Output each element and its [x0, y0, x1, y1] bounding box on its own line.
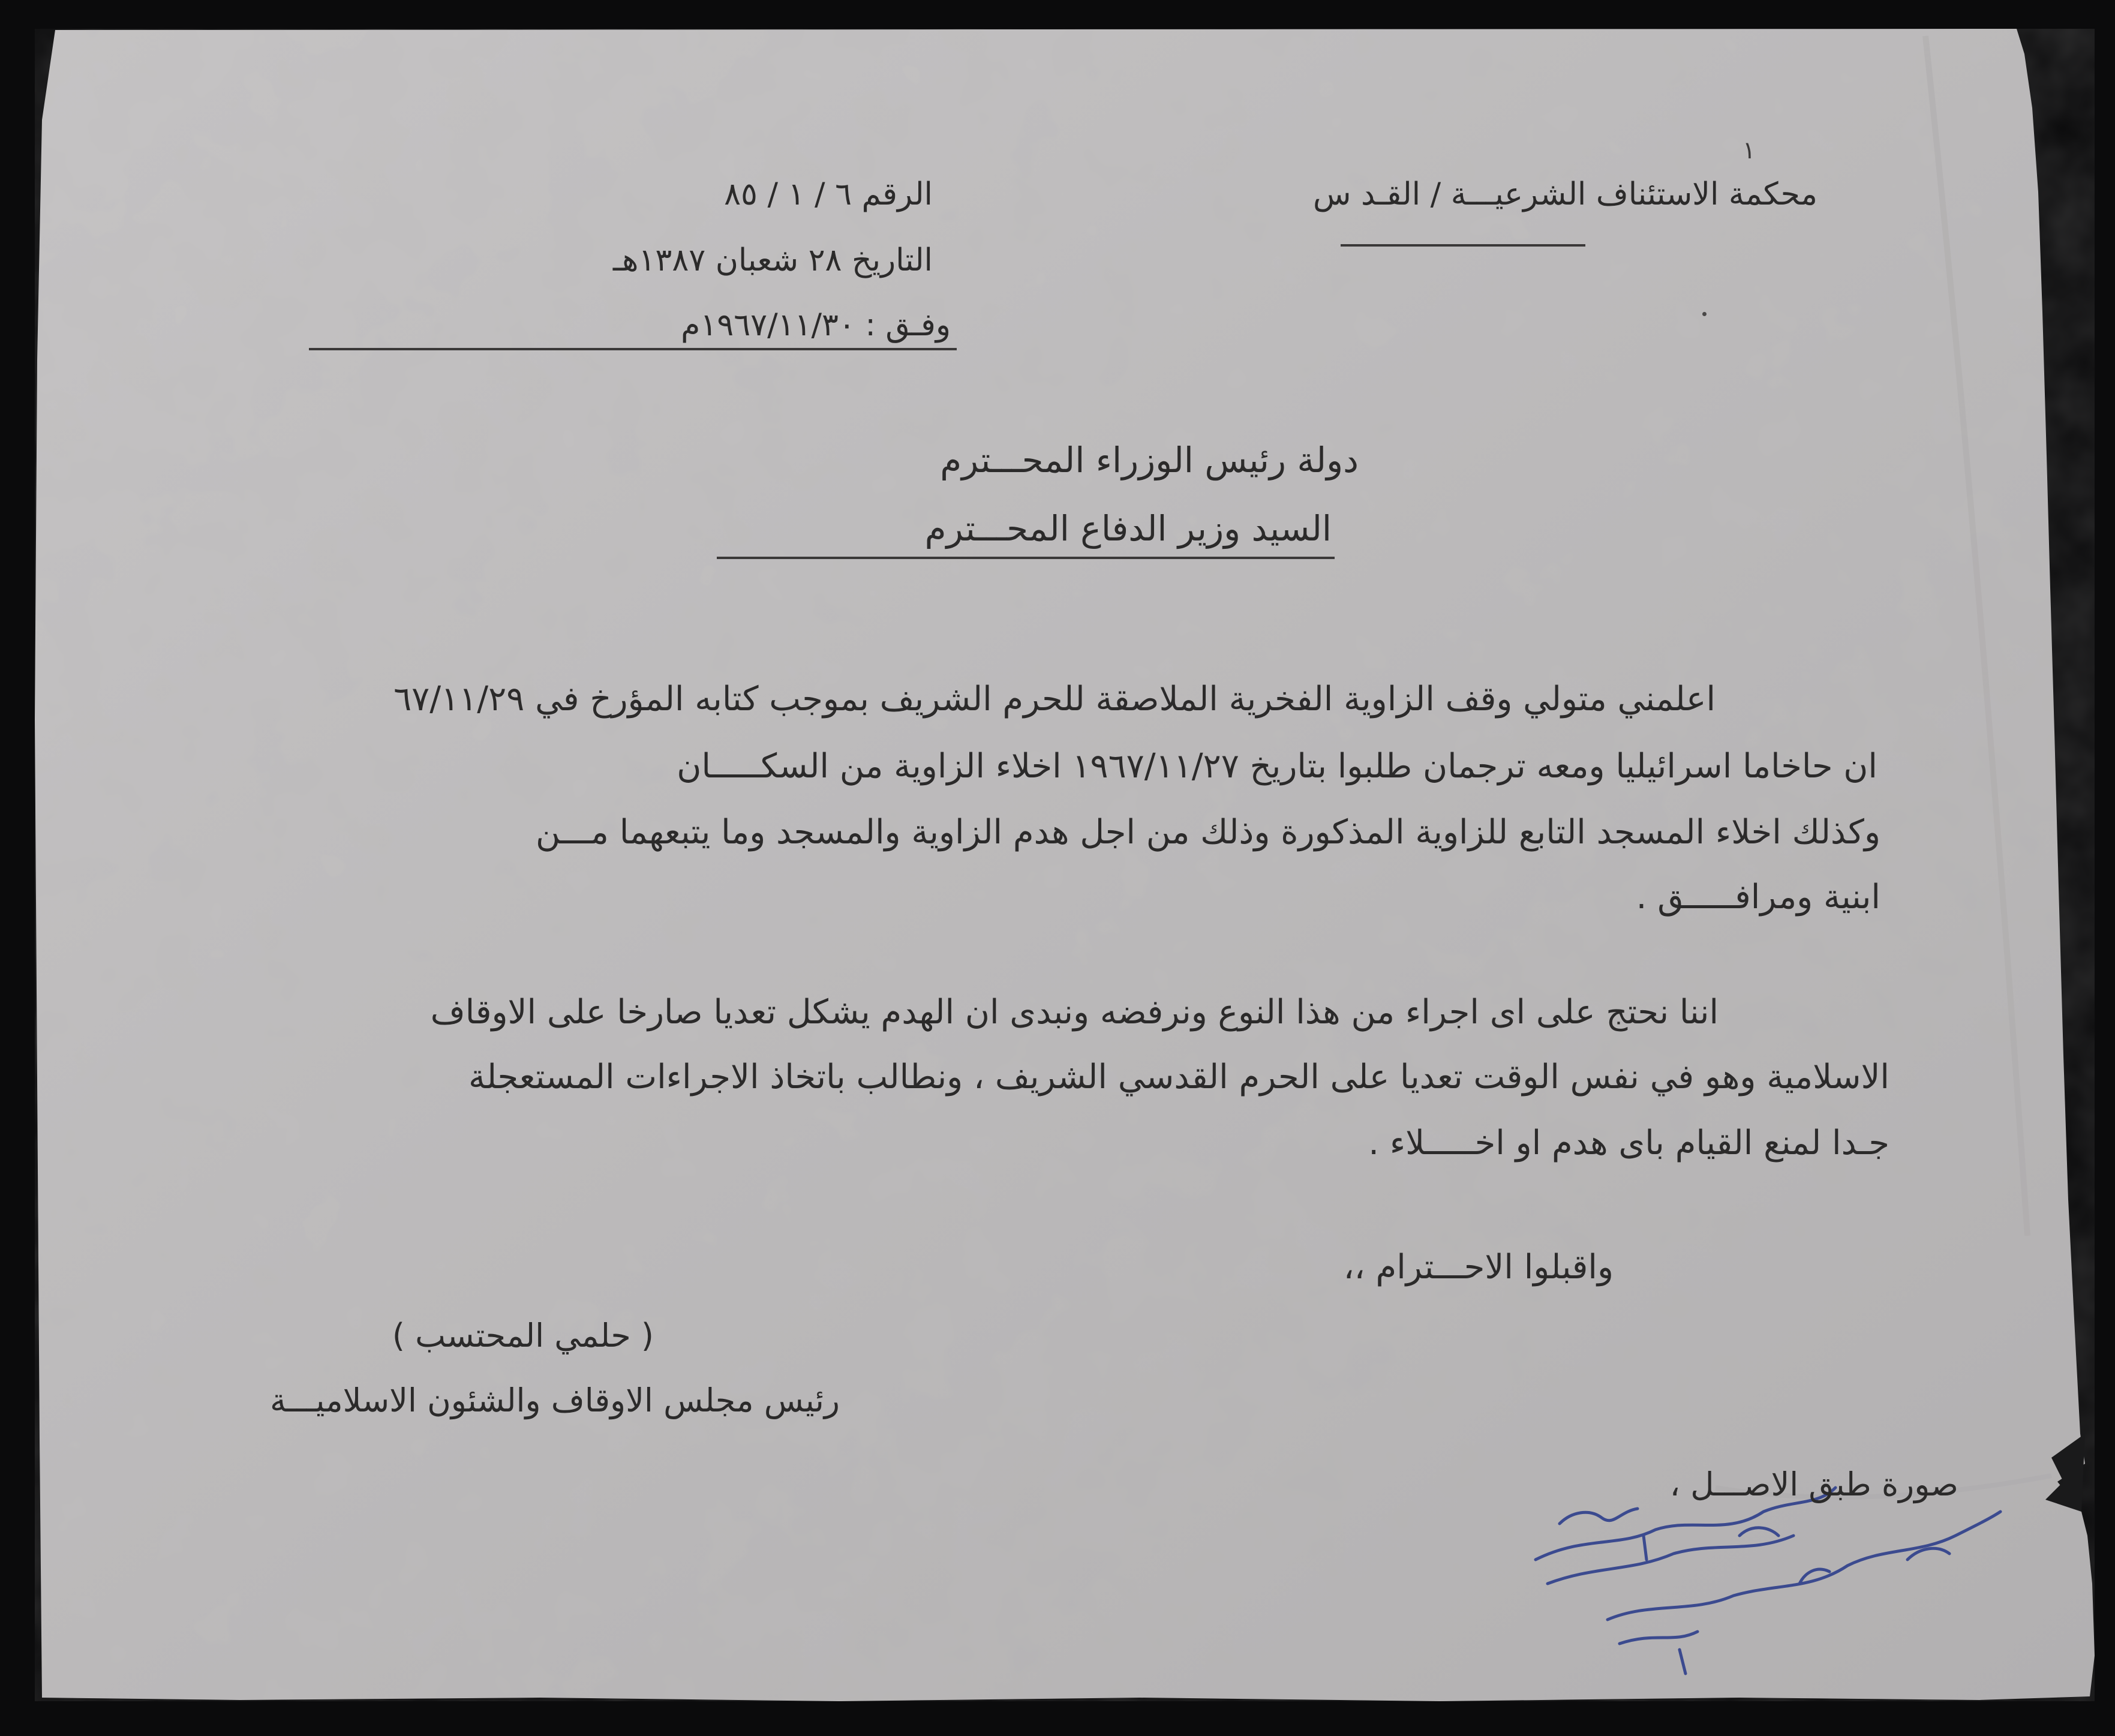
paragraph-1-line-1: اعلمني متولي وقف الزاوية الفخرية الملاصقة للحرم الشريف بموجب كتابه المؤرخ في ٦٧/١١/٢٩: [393, 680, 1716, 719]
paragraph-2-line-3: جـدا لمنع القيام باى هدم او اخـــــلاء .: [1368, 1124, 1889, 1163]
page-mark: ١: [1743, 137, 1756, 164]
addressee-defense-minister: السيد وزير الدفاع المحـــترم: [924, 508, 1332, 549]
addressee-prime-minister: دولة رئيس الوزراء المحـــترم: [940, 440, 1359, 480]
reference-number: الرقم ٦ / ١ / ٨٥: [724, 176, 933, 212]
paragraph-1-line-3: وكذلك اخلاء المسجد التابع للزاوية المذكورة وذلك من اجل هدم الزاوية والمسجد وما يتبعهما مـــن: [536, 813, 1880, 852]
addressee-underline: [717, 557, 1335, 559]
paragraph-1-line-4: ابنية ومرافـــــق .: [1636, 878, 1880, 917]
gregorian-date: وفـق : ١٩٦٧/١١/٣٠م: [681, 307, 951, 343]
signatory-title: رئيس مجلس الاوقاف والشئون الاسلاميـــة: [270, 1381, 840, 1419]
date-underline: [309, 348, 957, 350]
court-underline: [1341, 244, 1585, 247]
true-copy-certification: صورة طبق الاصـــل ،: [1669, 1465, 1958, 1503]
court-name: محكمة الاستئناف الشرعيـــة / القـد س: [1312, 176, 1817, 212]
paragraph-1-line-2: ان حاخاما اسرائيليا ومعه ترجمان طلبوا بتاريخ ١٩٦٧/١١/٢٧ اخلاء الزاوية من السكـــــان: [677, 747, 1877, 786]
hijri-date: التاريخ ٢٨ شعبان ١٣٨٧هـ: [612, 242, 933, 278]
ink-dot: [1702, 312, 1707, 316]
paragraph-2-line-2: الاسلامية وهو في نفس الوقت تعديا على الحرم القدسي الشريف ، ونطالب باتخاذ الاجراءات المستعجلة: [468, 1058, 1889, 1097]
closing-salutation: واقبلوا الاحـــترام ،،: [1343, 1248, 1614, 1287]
signatory-name: ( حلمي المحتسب ): [392, 1317, 654, 1354]
paragraph-2-line-1: اننا نحتج على اى اجراء من هذا النوع ونرفضه ونبدى ان الهدم يشكل تعديا صارخا على الاوقاف: [430, 993, 1719, 1032]
